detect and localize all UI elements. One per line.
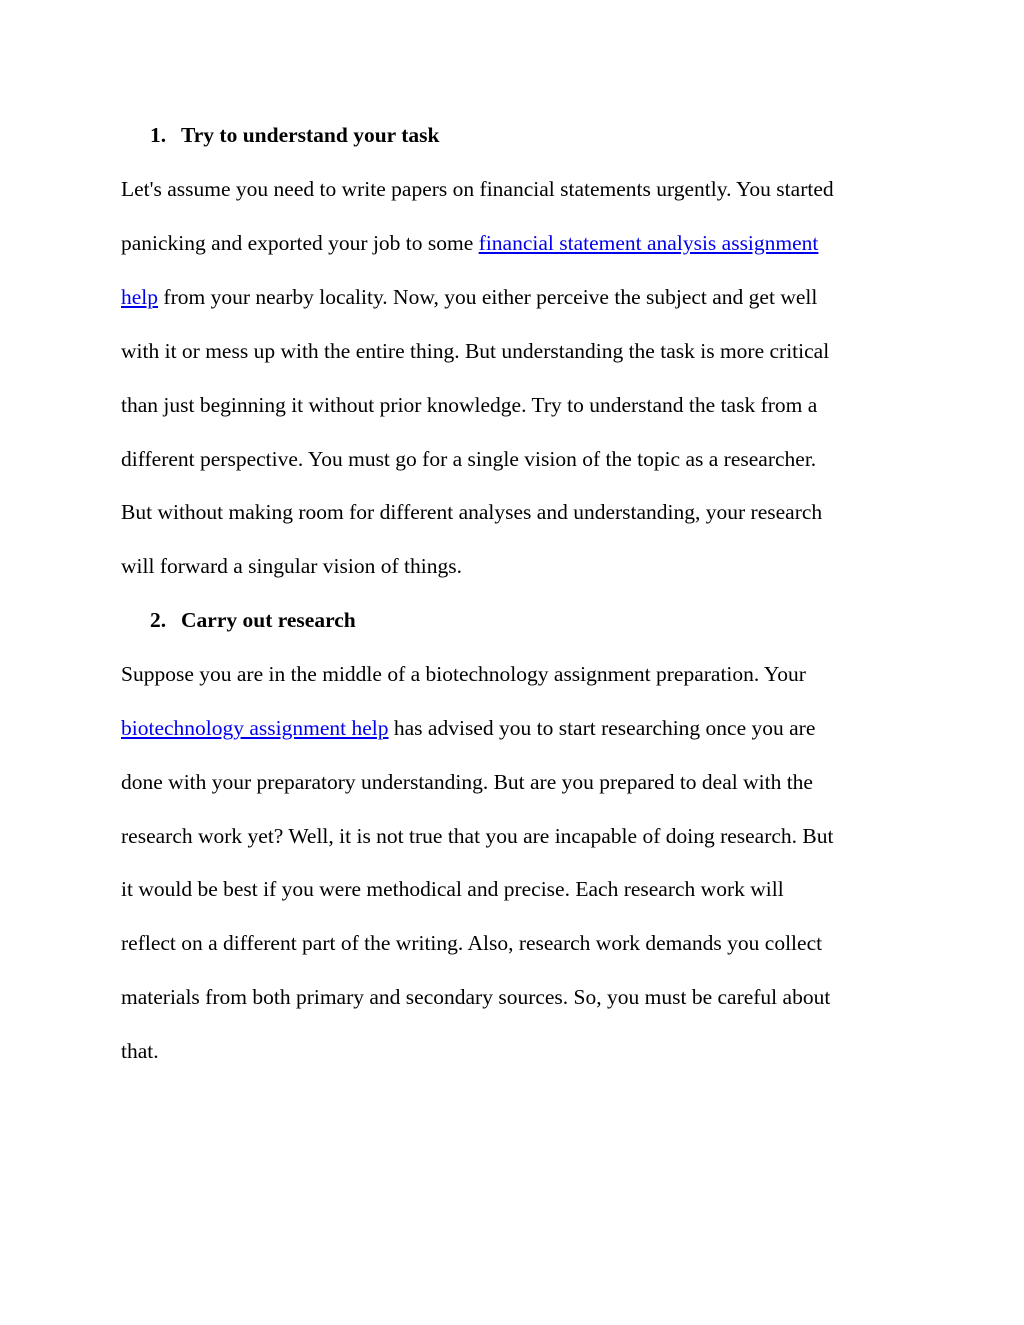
section-2-title: Carry out research [181,608,356,632]
section-1-number: 1. [150,123,167,147]
section-1-line-4: with it or mess up with the entire thing. But understanding the task is more critical [121,339,830,363]
section-1-line-3-text: from your nearby locality. Now, you either perceive the subject and get well [158,285,818,309]
biotechnology-assignment-link[interactable]: biotechnology assignment help [121,716,389,740]
section-2-line-3: done with your preparatory understanding. But are you prepared to deal with the [121,770,813,794]
section-2-line-4: research work yet? Well, it is not true that you are incapable of doing research. But [121,824,834,848]
section-1-line-3 [121,282,817,312]
section-2-line-6: reflect on a different part of the writing. Also, research work demands you collect [121,931,823,955]
section-1-line-5: than just beginning it without prior knowledge. Try to understand the task from a [121,393,818,417]
section-1-line-8: will forward a singular vision of things. [121,554,462,578]
section-2-number: 2. [150,608,167,632]
section-2-line-2 [121,713,815,743]
section-2-line-5: it would be best if you were methodical and precise. Each research work will [121,877,784,901]
section-2-heading [150,605,356,635]
section-1-line-6: different perspective. You must go for a single vision of the topic as a researcher. [121,447,817,471]
financial-statement-link[interactable]: financial statement analysis assignment [478,231,819,255]
section-1-title: Try to understand your task [181,123,440,147]
section-2-line-1: Suppose you are in the middle of a biotechnology assignment preparation. Your [121,662,806,686]
section-2-line-2-text: has advised you to start researching once you are [388,716,816,740]
section-1-line-1: Let's assume you need to write papers on financial statements urgently. You started [121,177,834,201]
section-2-line-7: materials from both primary and secondary sources. So, you must be careful about [121,985,831,1009]
financial-statement-link-continued[interactable]: help [121,285,159,309]
section-1-heading [150,120,439,150]
section-1-line-2-text: panicking and exported your job to some [121,231,479,255]
section-2-line-8: that. [121,1039,159,1063]
section-1-line-7: But without making room for different analyses and understanding, your research [121,500,823,524]
section-1-line-2 [121,228,818,258]
